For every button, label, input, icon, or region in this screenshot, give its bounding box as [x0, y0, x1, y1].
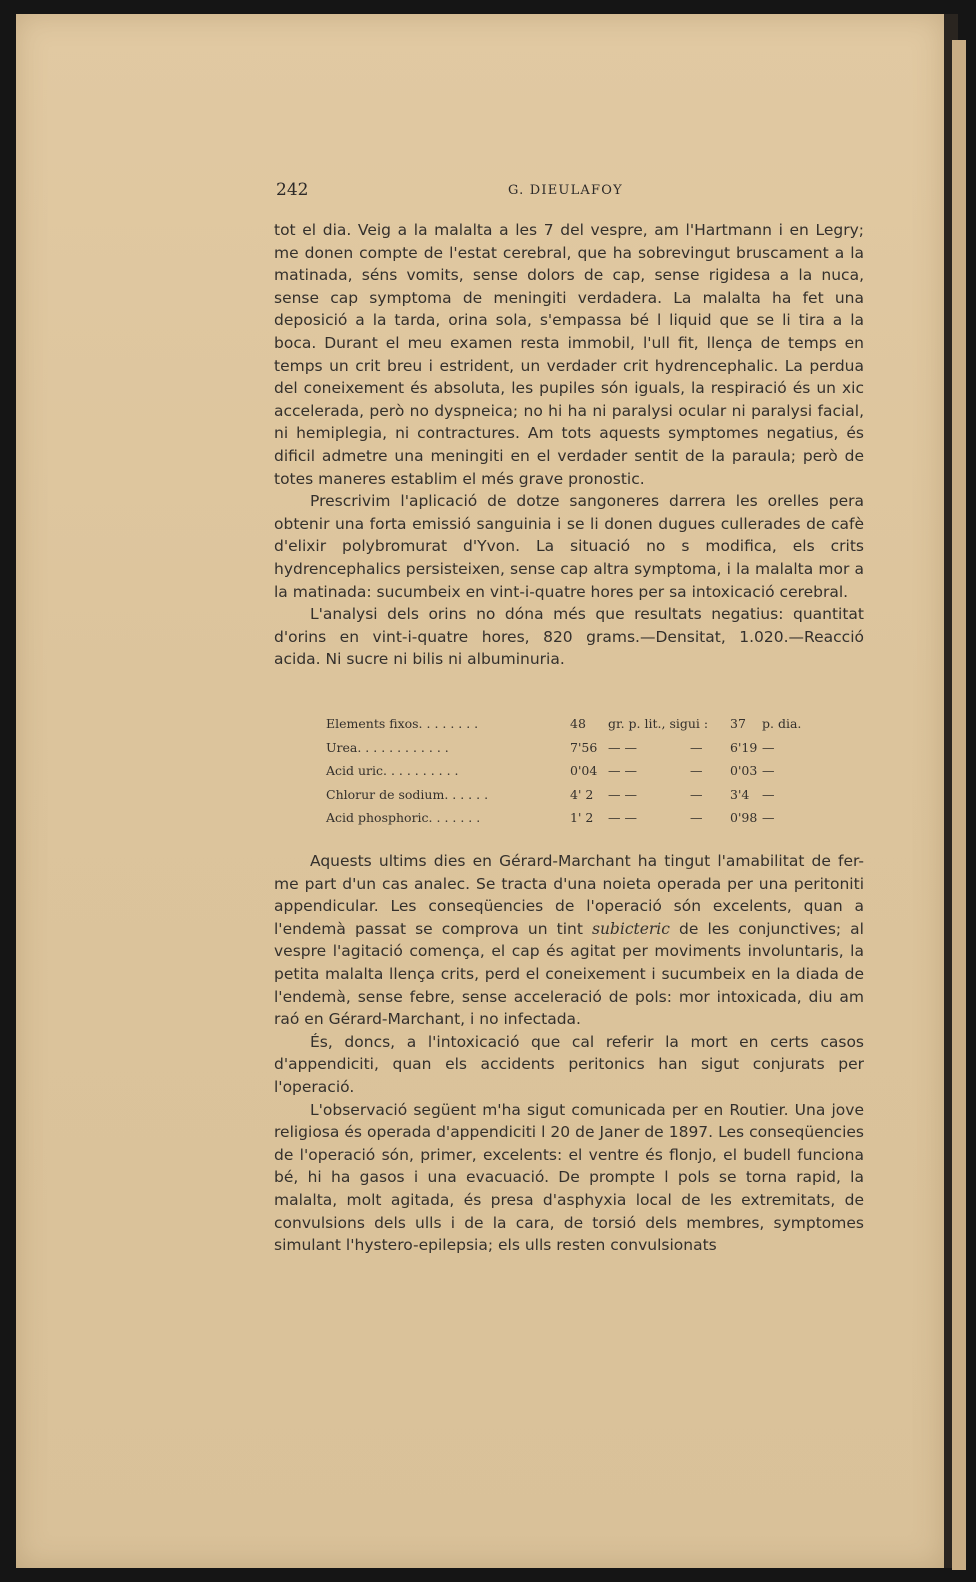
row-per-day: 0'03 [730, 763, 758, 778]
table-row [326, 787, 826, 811]
row-per-day: 3'4 [730, 786, 750, 802]
urine-analysis-table [326, 716, 826, 834]
row-eq: — [690, 810, 703, 825]
row-name: Urea. . . . . . . . . . . . [326, 739, 449, 755]
paragraph-text: Aquests ultims dies en Gérard-Marchant ha tingut l'amabilitat de fer-me part d'un cas analec. Se tracta d'una noieta operada per una peritoniti appendicular. Les conseqüencies de l'operació són excelents, quan a l'endemà passat se comprova un tint [274, 852, 864, 938]
row-per-day: 0'98 [730, 810, 758, 825]
table-row [326, 740, 826, 764]
row-name: Acid uric. . . . . . . . . . [326, 763, 459, 778]
running-head-author: G. DIEULAFOY [508, 183, 623, 198]
row-name: Chlorur de sodium. . . . . . [326, 786, 489, 802]
paragraph: L'analysi dels orins no dóna més que resultats negatius: quantitat d'orins en vint-i-quatre hores, 820 grams.—Densitat, 1.020.—Reacció acida. Ni sucre ni bilis ni albuminuria. [274, 605, 864, 669]
row-per-day-unit: — [762, 763, 775, 778]
table-row [326, 716, 826, 740]
body-text-bottom [274, 850, 864, 1257]
paragraph: Prescrivim l'aplicació de dotze sangoneres darrera les orelles pera obtenir una forta emissió sanguinia i se li donen dugues cullerades de cafè d'elixir polybromurat d'Yvon. La situació no s modifica, els crits hydrencephalics persisteixen, sense cap altra symptoma, i la malalta mor a la matinada: sucumbeix en vint-i-quatre hores per sa intoxicació cerebral. [274, 492, 864, 601]
table-row [326, 810, 826, 834]
row-value: 7'56 [570, 739, 598, 755]
row-per-day: 37 [730, 716, 746, 731]
row-value: 48 [570, 716, 586, 731]
row-unit: — — [608, 810, 637, 825]
paragraph: L'observació següent m'ha sigut comunicada per en Routier. Una jove religiosa és operada d'appendiciti l 20 de Janer de 1897. Les conseqüencies de l'operació són, primer, excelents: el ventre és flonjo, el budell funciona bé, hi ha gasos i una evacuació. De prompte l pols se torna rapid, la malalta, molt agitada, és presa d'asphyxia local de les extremitats, de convulsions dels ulls i de la cara, de torsió dels membres, symptomes simulant l'hystero-epilepsia; els ulls resten convulsionats [274, 1100, 864, 1255]
row-unit: — — [608, 786, 637, 802]
row-per-day-unit: — [762, 810, 775, 825]
paragraph-text: de les conjunctives; al vespre l'agitació comença, el cap és agitat per moviments involuntaris, la petita malalta llença crits, perd el coneixement i sucumbeix en la diada de l'endemà, sense febre, sense acceleració de pols: mor intoxicada, diu am raó en Gérard-Marchant, i no infectada. [274, 919, 864, 1029]
italic-term: subicteric [592, 919, 670, 938]
row-value: 1' 2 [570, 810, 594, 825]
row-name: Acid phosphoric. . . . . . . [326, 810, 481, 825]
row-per-day-unit: — [762, 739, 775, 755]
row-eq: — [690, 786, 703, 802]
paragraph: És, doncs, a l'intoxicació que cal referir la mort en certs casos d'appendiciti, quan els accidents peritonics han sigut conjurats per l'operació. [274, 1032, 864, 1096]
table-row [326, 763, 826, 787]
row-unit: — — [608, 739, 637, 755]
row-unit: gr. p. lit., sigui : [608, 716, 709, 731]
next-page-edge [952, 40, 966, 1570]
paragraph: tot el dia. Veig a la malalta a les 7 del vespre, am l'Hartmann i en Legry; me donen compte de l'estat cerebral, que ha sobrevingut bruscament a la matinada, séns vomits, sense dolors de cap, sense rigidesa a la nuca, sense cap symptoma de meningiti verdadera. La malalta ha fet una deposició a la tarda, orina sola, s'empassa bé l liquid que se li tira a la boca. Durant el meu examen resta immobil, l'ull fit, llença de temps en temps un crit breu i estrident, un verdader crit hydrencephalic. La perdua del coneixement és absoluta, les pupiles són iguals, la respiració és un xic accelerada, però no dyspneica; no hi ha ni paralysi ocular ni paralysi facial, ni hemiplegia, ni contractures. Am tots aquests symptomes negatius, és dificil admetre una meningiti en el verdader sentit de la paraula; però de totes maneres establim el més grave pronostic. [274, 221, 864, 488]
row-per-day: 6'19 [730, 739, 758, 755]
row-unit: — — [608, 763, 637, 778]
row-value: 4' 2 [570, 786, 594, 802]
paragraph [274, 850, 864, 1031]
row-per-day-unit: — [762, 786, 775, 802]
row-per-day-unit: p. dia. [762, 716, 802, 731]
row-eq: — [690, 763, 703, 778]
page-number: 242 [276, 180, 309, 200]
row-value: 0'04 [570, 763, 598, 778]
body-text-top [274, 219, 864, 671]
row-eq: — [690, 739, 703, 755]
running-head [276, 180, 864, 204]
row-name: Elements fixos. . . . . . . . [326, 716, 479, 731]
